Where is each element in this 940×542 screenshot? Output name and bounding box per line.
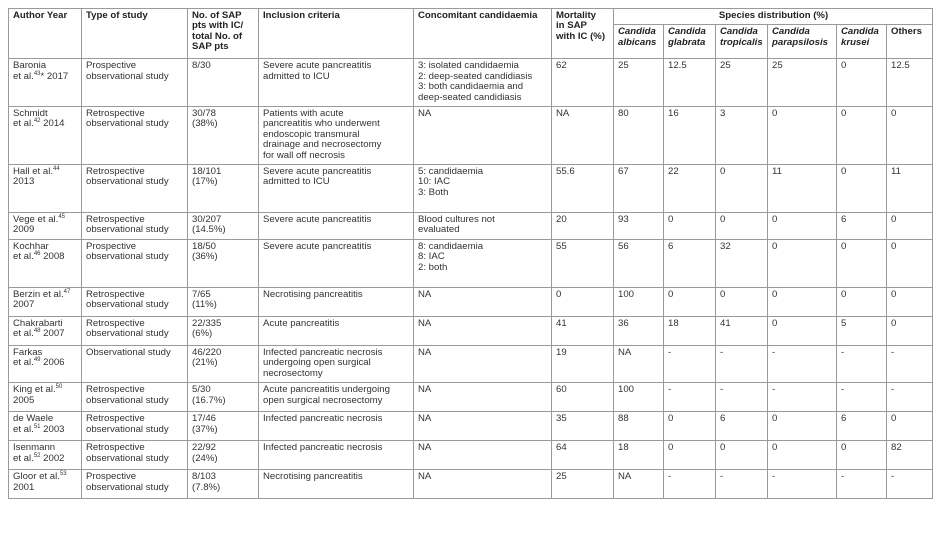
cell-candida-parapsilosis: - <box>768 470 837 499</box>
table-header <box>9 9 933 59</box>
cell-candida-albicans: 88 <box>614 412 664 441</box>
cell-author-year: Farkas et al.$^{49}$ 2006 <box>9 346 82 383</box>
cell-candida-tropicalis: 0 <box>716 441 768 470</box>
cell-candida-glabrata: 18 <box>664 317 716 346</box>
reference-number: 53 <box>59 471 67 478</box>
cell-candida-tropicalis: - <box>716 383 768 412</box>
cell-candida-tropicalis: - <box>716 470 768 499</box>
cell-candida-krusei: 0 <box>837 165 887 213</box>
header-candida-krusei: Candida krusei <box>837 25 887 59</box>
cell-candida-albicans: 100 <box>614 288 664 317</box>
table-row <box>9 470 933 499</box>
cell-sap-pts: 30/78 (38%) <box>188 107 259 165</box>
cell-candida-glabrata: 22 <box>664 165 716 213</box>
cell-mortality: 62 <box>552 59 614 107</box>
cell-author-year: King et al.$^{50}$ 2005 <box>9 383 82 412</box>
cell-sap-pts: 22/92 (24%) <box>188 441 259 470</box>
reference-number: 48 <box>33 328 41 335</box>
cell-author-year: Hall et al.$^{44}$ 2013 <box>9 165 82 213</box>
reference-number: 51 <box>33 423 41 430</box>
cell-others: 82 <box>887 441 933 470</box>
cell-concomitant-candidaemia: Blood cultures not evaluated <box>414 213 552 240</box>
cell-concomitant-candidaemia: NA <box>414 383 552 412</box>
header-author-year: Author Year <box>9 9 82 59</box>
cell-others: 0 <box>887 288 933 317</box>
cell-candida-krusei: 5 <box>837 317 887 346</box>
cell-author-year: Kochhar et al.$^{46}$ 2008 <box>9 240 82 288</box>
cell-concomitant-candidaemia: NA <box>414 288 552 317</box>
table-row <box>9 213 933 240</box>
candida-studies-table <box>8 8 933 499</box>
cell-candida-krusei: 6 <box>837 412 887 441</box>
cell-candida-glabrata: 16 <box>664 107 716 165</box>
cell-inclusion-criteria: Infected pancreatic necrosis <box>259 441 414 470</box>
header-sap-pts: No. of SAP pts with IC/ total No. of SAP pts <box>188 9 259 59</box>
cell-author-year: Gloor et al.$^{53}$ 2001 <box>9 470 82 499</box>
table-row <box>9 441 933 470</box>
cell-candida-parapsilosis: 0 <box>768 288 837 317</box>
table-row <box>9 288 933 317</box>
table-row <box>9 383 933 412</box>
cell-others: - <box>887 346 933 383</box>
cell-inclusion-criteria: Infected pancreatic necrosis undergoing open surgical necrosectomy <box>259 346 414 383</box>
cell-concomitant-candidaemia: 5: candidaemia 10: IAC 3: Both <box>414 165 552 213</box>
table-row <box>9 240 933 288</box>
cell-author-year: Isenmann et al.$^{52}$ 2002 <box>9 441 82 470</box>
cell-others: - <box>887 470 933 499</box>
cell-type-of-study: Retrospective observational study <box>82 412 188 441</box>
header-species-distribution: Species distribution (%) <box>614 9 933 25</box>
cell-inclusion-criteria: Severe acute pancreatitis admitted to ICU <box>259 59 414 107</box>
table-container <box>8 8 932 499</box>
cell-others: 0 <box>887 317 933 346</box>
cell-candida-glabrata: 0 <box>664 412 716 441</box>
cell-concomitant-candidaemia: NA <box>414 470 552 499</box>
table-row <box>9 59 933 107</box>
cell-candida-parapsilosis: 0 <box>768 240 837 288</box>
cell-sap-pts: 7/65 (11%) <box>188 288 259 317</box>
cell-type-of-study: Retrospective observational study <box>82 213 188 240</box>
reference-number: 50 <box>55 384 63 391</box>
cell-others: 11 <box>887 165 933 213</box>
cell-type-of-study: Prospective observational study <box>82 59 188 107</box>
cell-candida-glabrata: 0 <box>664 213 716 240</box>
cell-mortality: 19 <box>552 346 614 383</box>
header-candida-glabrata: Candida glabrata <box>664 25 716 59</box>
cell-mortality: 20 <box>552 213 614 240</box>
cell-mortality: 55 <box>552 240 614 288</box>
cell-inclusion-criteria: Severe acute pancreatitis <box>259 213 414 240</box>
reference-number: 44 <box>53 165 60 172</box>
cell-mortality: 25 <box>552 470 614 499</box>
cell-candida-parapsilosis: 0 <box>768 412 837 441</box>
cell-others: 0 <box>887 107 933 165</box>
header-concomitant-candidaemia: Concomitant candidaemia <box>414 9 552 59</box>
cell-author-year: Baronia et al.$^{43}$* 2017 <box>9 59 82 107</box>
cell-candida-glabrata: 0 <box>664 288 716 317</box>
cell-candida-albicans: NA <box>614 346 664 383</box>
cell-mortality: 60 <box>552 383 614 412</box>
cell-sap-pts: 8/30 <box>188 59 259 107</box>
cell-candida-parapsilosis: 25 <box>768 59 837 107</box>
cell-others: 0 <box>887 240 933 288</box>
reference-number: 43 <box>33 70 41 77</box>
cell-author-year: de Waele et al.$^{51}$ 2003 <box>9 412 82 441</box>
cell-candida-parapsilosis: - <box>768 346 837 383</box>
cell-type-of-study: Retrospective observational study <box>82 317 188 346</box>
cell-candida-tropicalis: 0 <box>716 165 768 213</box>
cell-type-of-study: Retrospective observational study <box>82 441 188 470</box>
cell-concomitant-candidaemia: NA <box>414 441 552 470</box>
cell-sap-pts: 30/207 (14.5%) <box>188 213 259 240</box>
cell-candida-parapsilosis: 11 <box>768 165 837 213</box>
cell-inclusion-criteria: Infected pancreatic necrosis <box>259 412 414 441</box>
cell-concomitant-candidaemia: NA <box>414 412 552 441</box>
table-row <box>9 346 933 383</box>
cell-candida-krusei: - <box>837 470 887 499</box>
cell-sap-pts: 5/30 (16.7%) <box>188 383 259 412</box>
cell-inclusion-criteria: Acute pancreatitis undergoing open surgical necrosectomy <box>259 383 414 412</box>
header-mortality: Mortality in SAP with IC (%) <box>552 9 614 59</box>
cell-sap-pts: 22/335 (6%) <box>188 317 259 346</box>
cell-candida-parapsilosis: 0 <box>768 441 837 470</box>
cell-candida-tropicalis: 0 <box>716 288 768 317</box>
cell-candida-krusei: 0 <box>837 288 887 317</box>
cell-type-of-study: Retrospective observational study <box>82 383 188 412</box>
cell-candida-tropicalis: 41 <box>716 317 768 346</box>
cell-others: - <box>887 383 933 412</box>
cell-candida-albicans: 18 <box>614 441 664 470</box>
cell-candida-glabrata: 12.5 <box>664 59 716 107</box>
cell-candida-tropicalis: 32 <box>716 240 768 288</box>
cell-type-of-study: Retrospective observational study <box>82 165 188 213</box>
cell-inclusion-criteria: Patients with acute pancreatitis who underwent endoscopic transmural drainage and necrosectomy for wall off necrosis <box>259 107 414 165</box>
cell-candida-tropicalis: 3 <box>716 107 768 165</box>
cell-concomitant-candidaemia: NA <box>414 317 552 346</box>
cell-concomitant-candidaemia: 3: isolated candidaemia 2: deep-seated candidiasis 3: both candidaemia and deep-seated candidiasis <box>414 59 552 107</box>
cell-candida-albicans: 80 <box>614 107 664 165</box>
cell-sap-pts: 18/50 (36%) <box>188 240 259 288</box>
cell-candida-krusei: 0 <box>837 441 887 470</box>
header-candida-tropicalis: Candida tropicalis <box>716 25 768 59</box>
cell-others: 12.5 <box>887 59 933 107</box>
table-row <box>9 107 933 165</box>
cell-concomitant-candidaemia: NA <box>414 346 552 383</box>
cell-type-of-study: Prospective observational study <box>82 240 188 288</box>
cell-others: 0 <box>887 412 933 441</box>
cell-candida-tropicalis: 0 <box>716 213 768 240</box>
cell-type-of-study: Retrospective observational study <box>82 107 188 165</box>
cell-candida-albicans: 67 <box>614 165 664 213</box>
cell-candida-albicans: 56 <box>614 240 664 288</box>
cell-candida-krusei: - <box>837 346 887 383</box>
cell-candida-albicans: 100 <box>614 383 664 412</box>
cell-candida-glabrata: - <box>664 470 716 499</box>
reference-number: 52 <box>33 452 41 459</box>
cell-candida-albicans: 25 <box>614 59 664 107</box>
cell-candida-parapsilosis: 0 <box>768 213 837 240</box>
cell-candida-krusei: 0 <box>837 59 887 107</box>
cell-candida-parapsilosis: 0 <box>768 317 837 346</box>
header-candida-albicans: Candida albicans <box>614 25 664 59</box>
cell-sap-pts: 46/220 (21%) <box>188 346 259 383</box>
cell-inclusion-criteria: Necrotising pancreatitis <box>259 288 414 317</box>
cell-candida-krusei: 6 <box>837 213 887 240</box>
cell-inclusion-criteria: Acute pancreatitis <box>259 317 414 346</box>
cell-sap-pts: 8/103 (7.8%) <box>188 470 259 499</box>
cell-author-year: Vege et al.$^{45}$ 2009 <box>9 213 82 240</box>
cell-candida-albicans: NA <box>614 470 664 499</box>
cell-author-year: Schmidt et al.$^{42}$ 2014 <box>9 107 82 165</box>
reference-number: 49 <box>33 357 41 364</box>
cell-candida-glabrata: - <box>664 346 716 383</box>
cell-mortality: 35 <box>552 412 614 441</box>
reference-number: 45 <box>58 213 66 220</box>
header-candida-parapsilosis: Candida parapsilosis <box>768 25 837 59</box>
table-body <box>9 59 933 499</box>
cell-candida-krusei: 0 <box>837 107 887 165</box>
cell-mortality: 55.6 <box>552 165 614 213</box>
header-others: Others <box>887 25 933 59</box>
cell-candida-tropicalis: 6 <box>716 412 768 441</box>
cell-concomitant-candidaemia: 8: candidaemia 8: IAC 2: both <box>414 240 552 288</box>
table-row <box>9 317 933 346</box>
cell-type-of-study: Retrospective observational study <box>82 288 188 317</box>
cell-author-year: Berzin et al.$^{47}$ 2007 <box>9 288 82 317</box>
cell-candida-glabrata: 6 <box>664 240 716 288</box>
table-row <box>9 165 933 213</box>
cell-candida-albicans: 93 <box>614 213 664 240</box>
cell-mortality: NA <box>552 107 614 165</box>
cell-sap-pts: 17/46 (37%) <box>188 412 259 441</box>
cell-candida-tropicalis: 25 <box>716 59 768 107</box>
cell-candida-parapsilosis: - <box>768 383 837 412</box>
cell-inclusion-criteria: Severe acute pancreatitis admitted to ICU <box>259 165 414 213</box>
cell-candida-tropicalis: - <box>716 346 768 383</box>
cell-candida-krusei: 0 <box>837 240 887 288</box>
cell-type-of-study: Observational study <box>82 346 188 383</box>
cell-candida-albicans: 36 <box>614 317 664 346</box>
cell-author-year: Chakrabarti et al.$^{48}$ 2007 <box>9 317 82 346</box>
header-inclusion-criteria: Inclusion criteria <box>259 9 414 59</box>
cell-candida-parapsilosis: 0 <box>768 107 837 165</box>
cell-inclusion-criteria: Severe acute pancreatitis <box>259 240 414 288</box>
cell-inclusion-criteria: Necrotising pancreatitis <box>259 470 414 499</box>
cell-candida-glabrata: 0 <box>664 441 716 470</box>
reference-number: 47 <box>63 288 71 295</box>
reference-number: 42 <box>33 118 41 125</box>
reference-number: 46 <box>33 251 41 258</box>
cell-mortality: 41 <box>552 317 614 346</box>
cell-sap-pts: 18/101 (17%) <box>188 165 259 213</box>
cell-others: 0 <box>887 213 933 240</box>
cell-mortality: 0 <box>552 288 614 317</box>
cell-concomitant-candidaemia: NA <box>414 107 552 165</box>
cell-candida-krusei: - <box>837 383 887 412</box>
cell-candida-glabrata: - <box>664 383 716 412</box>
cell-mortality: 64 <box>552 441 614 470</box>
header-type-of-study: Type of study <box>82 9 188 59</box>
table-row <box>9 412 933 441</box>
cell-type-of-study: Prospective observational study <box>82 470 188 499</box>
